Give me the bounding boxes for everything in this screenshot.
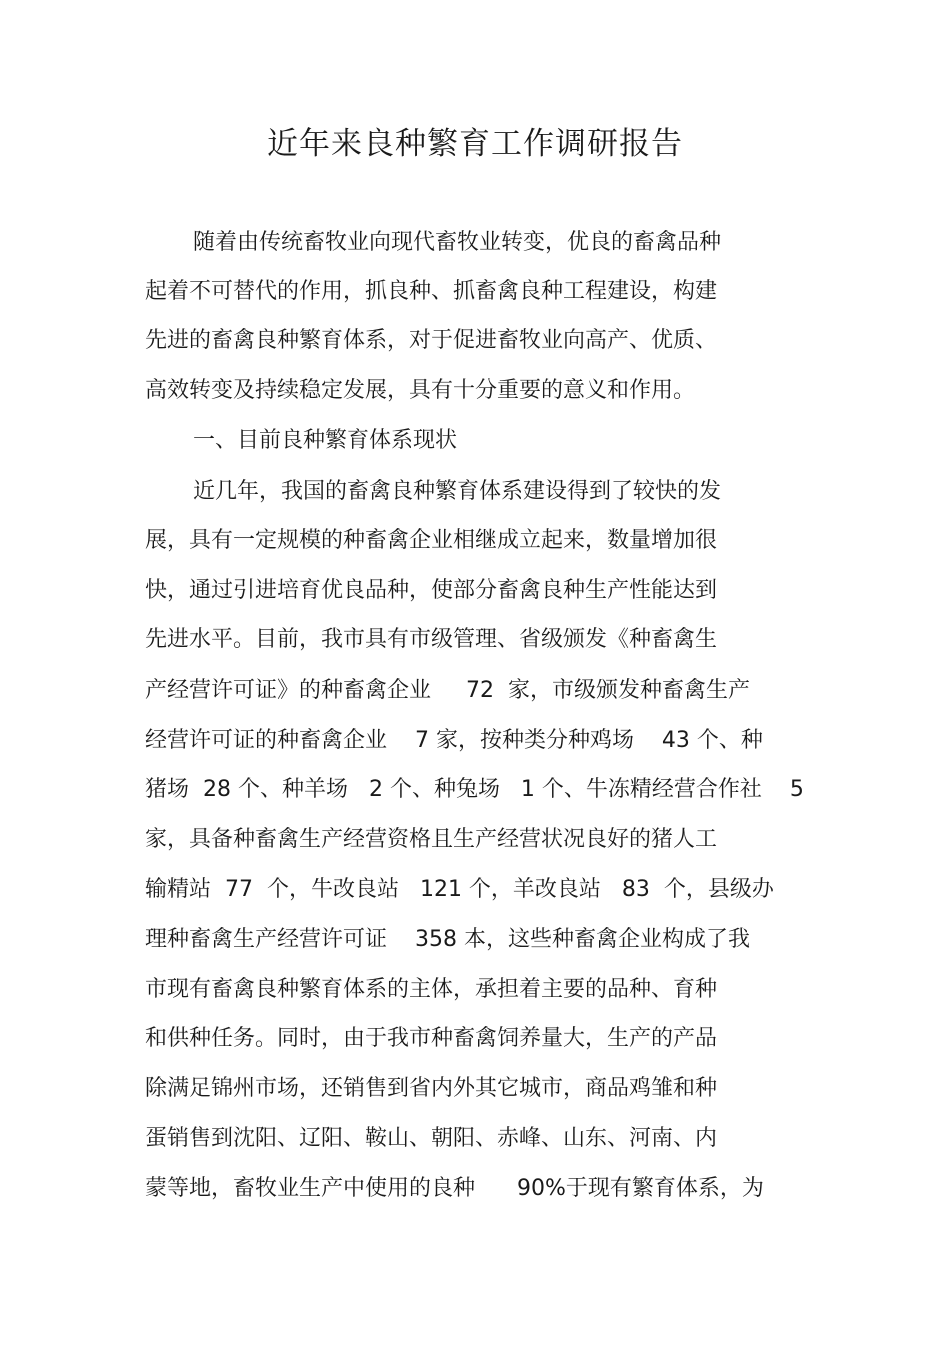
paragraph-line: 除满足锦州市场，还销售到省内外其它城市，商品鸡雏和种 <box>145 1076 718 1101</box>
paragraph-line: 产经营许可证》的种畜禽企业 72 家，市级颁发种畜禽生产 <box>145 678 750 703</box>
section-heading: 一、目前良种繁育体系现状 <box>193 428 458 453</box>
paragraph-line: 经营许可证的种畜禽企业 7 家，按种类分种鸡场 43 个、种 <box>145 728 763 753</box>
paragraph-line: 和供种任务。同时，由于我市种畜禽饲养量大，生产的产品 <box>145 1026 718 1051</box>
paragraph-line: 输精站 77 个，牛改良站 121 个，羊改良站 83 个，县级办 <box>145 877 774 902</box>
paragraph-line: 近几年，我国的畜禽良种繁育体系建设得到了较快的发 <box>193 479 722 504</box>
paragraph-line: 蛋销售到沈阳、辽阳、鞍山、朝阳、赤峰、山东、河南、内 <box>145 1126 718 1151</box>
paragraph-line: 高效转变及持续稳定发展，具有十分重要的意义和作用。 <box>145 378 696 403</box>
paragraph-line: 随着由传统畜牧业向现代畜牧业转变，优良的畜禽品种 <box>193 230 722 255</box>
paragraph-line: 家，具备种畜禽生产经营资格且生产经营状况良好的猪人工 <box>145 827 718 852</box>
paragraph-line: 先进的畜禽良种繁育体系，对于促进畜牧业向高产、优质、 <box>145 328 718 353</box>
paragraph-line: 理种畜禽生产经营许可证 358 本，这些种畜禽企业构成了我 <box>145 927 750 952</box>
paragraph-line: 市现有畜禽良种繁育体系的主体，承担着主要的品种、育种 <box>145 977 718 1002</box>
paragraph-line: 先进水平。目前，我市具有市级管理、省级颁发《种畜禽生 <box>145 627 718 652</box>
paragraph-line: 蒙等地，畜牧业生产中使用的良种 90%于现有繁育体系，为 <box>145 1176 764 1201</box>
paragraph-line: 展，具有一定规模的种畜禽企业相继成立起来，数量增加很 <box>145 528 718 553</box>
document-title: 近年来良种繁育工作调研报告 <box>267 126 683 162</box>
paragraph-line: 快，通过引进培育优良品种，使部分畜禽良种生产性能达到 <box>145 578 718 603</box>
paragraph-line: 猪场 28 个、种羊场 2 个、种兔场 1 个、牛冻精经营合作社 5 <box>145 777 804 802</box>
paragraph-line: 起着不可替代的作用，抓良种、抓畜禽良种工程建设，构建 <box>145 279 718 304</box>
